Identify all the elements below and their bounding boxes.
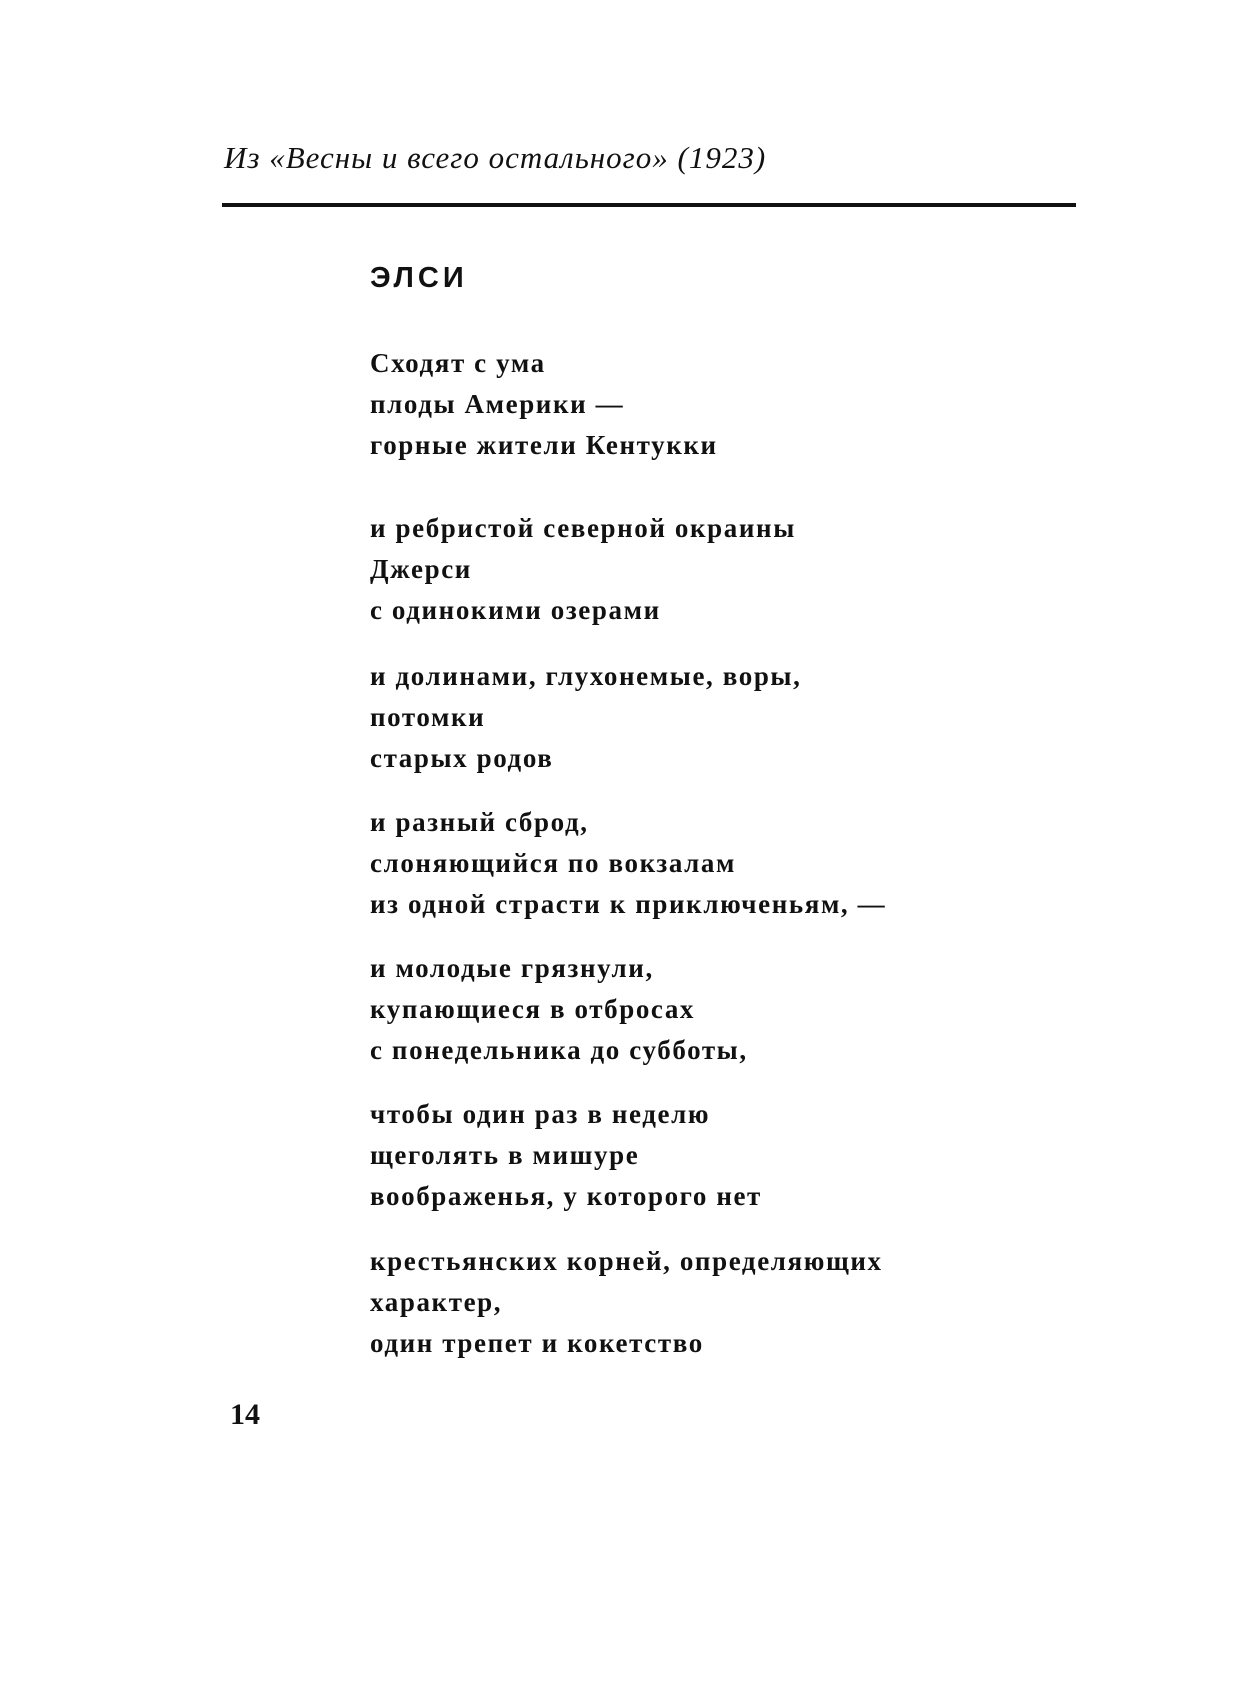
poem-line: щеголять в мишуре [370, 1140, 640, 1170]
poem-line: с одинокими озерами [370, 595, 661, 625]
poem-line: с понедельника до субботы, [370, 1035, 748, 1065]
stanza [370, 948, 748, 1071]
stanza [370, 802, 886, 925]
running-header: Из «Весны и всего остального» (1923) [224, 140, 767, 175]
poem-line: Джерси [370, 554, 472, 584]
poem-line: и ребристой северной окраины [370, 513, 796, 543]
poem-line: крестьянских корней, определяющих [370, 1246, 883, 1276]
poem-line: и молодые грязнули, [370, 953, 654, 983]
poem-title: ЭЛСИ [370, 262, 468, 294]
stanza [370, 1241, 883, 1364]
poem-line: из одной страсти к приключеньям, — [370, 889, 887, 919]
poem-line: чтобы один раз в неделю [370, 1099, 711, 1129]
poem-line: воображенья, у которого нет [370, 1181, 762, 1211]
poem-line: потомки [370, 702, 486, 732]
poem-line: характер, [370, 1287, 503, 1317]
poem-line: один трепет и кокетство [370, 1328, 704, 1358]
poem-line: и разный сброд, [370, 807, 589, 837]
poem-line: купающиеся в отбросах [370, 994, 696, 1024]
poem-line: Сходят с ума [370, 348, 546, 378]
poem-line: горные жители Кентукки [370, 430, 718, 460]
poem-line: слоняющийся по вокзалам [370, 848, 737, 878]
poem-line: старых родов [370, 743, 554, 773]
stanza [370, 343, 718, 466]
header-rule [222, 203, 1076, 207]
stanza [370, 508, 796, 631]
page-number: 14 [230, 1398, 260, 1431]
poem-line: и долинами, глухонемые, воры, [370, 661, 802, 691]
stanza [370, 1094, 762, 1217]
poem-line: плоды Америки — [370, 389, 625, 419]
stanza [370, 656, 801, 779]
